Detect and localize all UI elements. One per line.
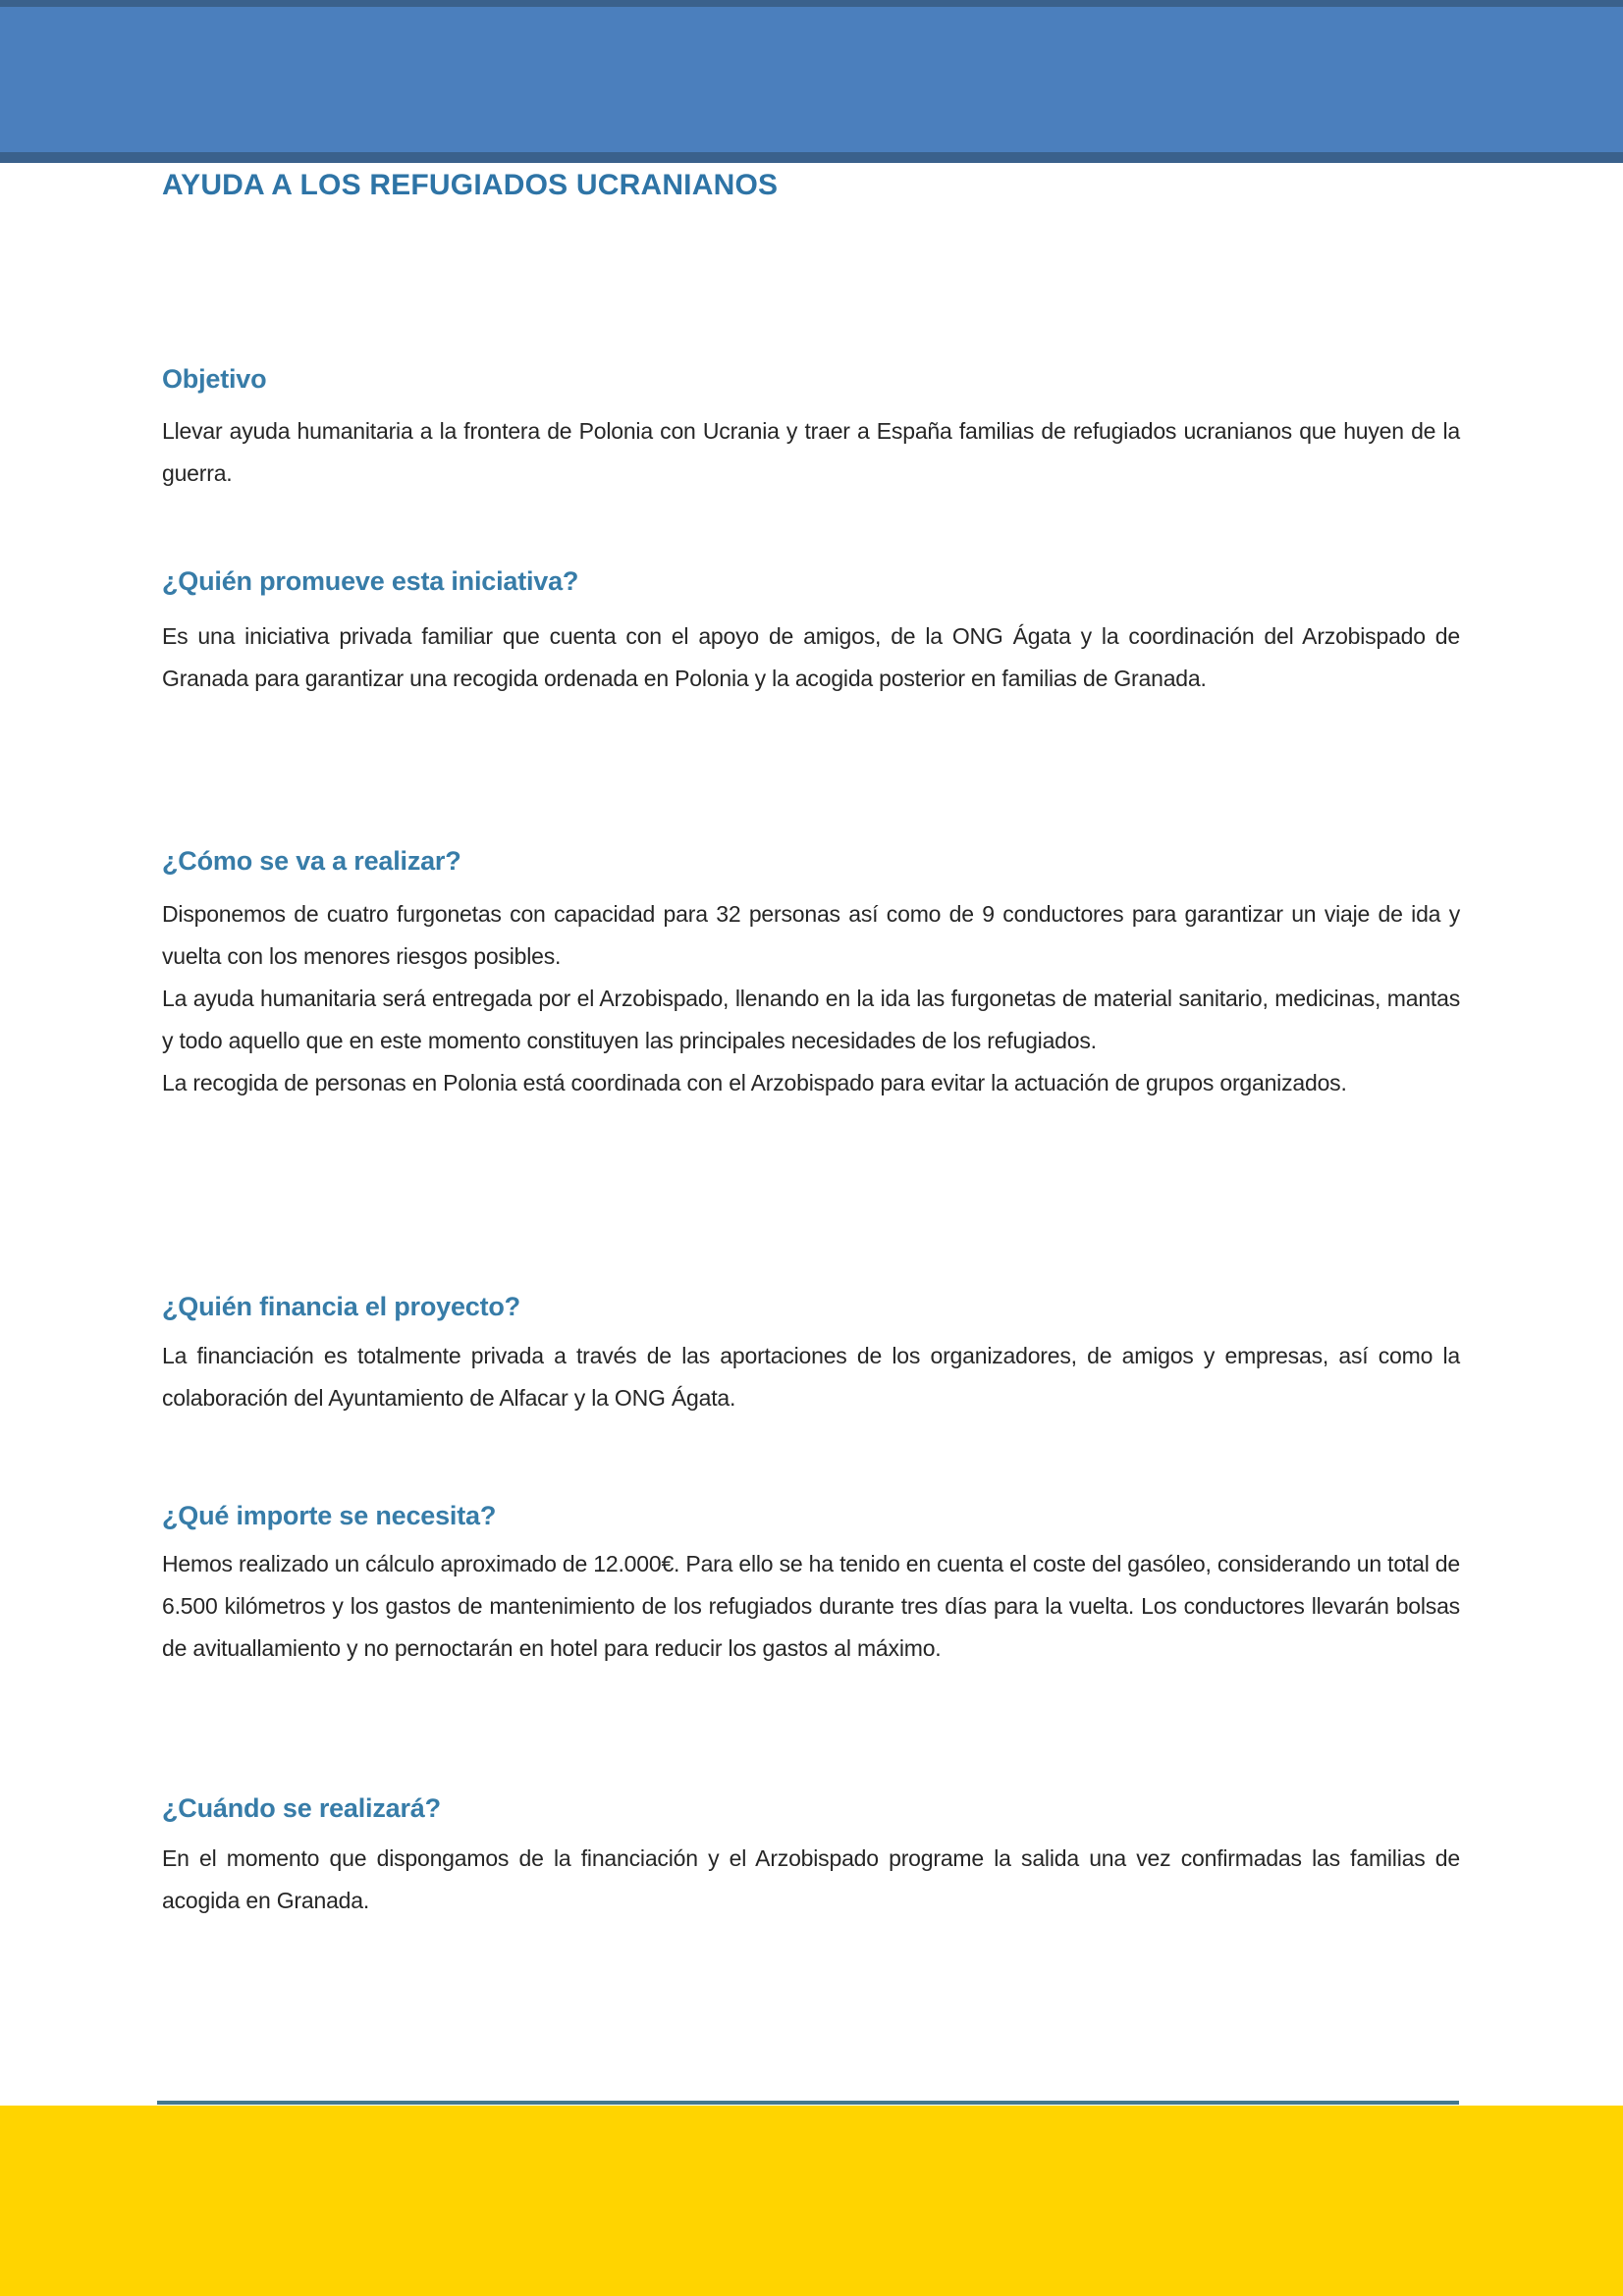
document-title: AYUDA A LOS REFUGIADOS UCRANIANOS xyxy=(162,169,779,201)
section-heading-cuando: ¿Cuándo se realizará? xyxy=(162,1793,441,1823)
section-heading-importe: ¿Qué importe se necesita? xyxy=(162,1501,497,1530)
paragraph: Hemos realizado un cálculo aproximado de 12.000€. Para ello se ha tenido en cuenta el coste del gasóleo, considerando un total de 6.500 kilómetros y los gastos de mantenimiento de los refugiados durante tres días para la vuelta. Los conductores llevarán bolsas de avituallamiento y no pernoctarán en hotel para reducir los gastos al máximo. xyxy=(162,1551,1460,1661)
paragraph: La recogida de personas en Polonia está coordinada con el Arzobispado para evitar la actuación de grupos organizados. xyxy=(162,1070,1347,1095)
paragraph: Es una iniciativa privada familiar que cuenta con el apoyo de amigos, de la ONG Ágata y la coordinación del Arzobispado de Granada para garantizar una recogida ordenada en Polonia y la acogida posterior en familias de Granada. xyxy=(162,623,1460,691)
section-body-objetivo xyxy=(162,410,1460,495)
section-body-financia xyxy=(162,1335,1460,1419)
paragraph: En el momento que dispongamos de la financiación y el Arzobispado programe la salida una vez confirmadas las familias de acogida en Granada. xyxy=(162,1845,1460,1913)
section-body-cuando xyxy=(162,1838,1460,1922)
section-heading-financia: ¿Quién financia el proyecto? xyxy=(162,1292,520,1321)
section-body-promueve xyxy=(162,615,1460,700)
section-body-realizar xyxy=(162,893,1460,1104)
paragraph: Disponemos de cuatro furgonetas con capacidad para 32 personas así como de 9 conductores para garantizar un viaje de ida y vuelta con los menores riesgos posibles. xyxy=(162,901,1460,969)
footer-band xyxy=(0,2106,1623,2296)
section-heading-promueve: ¿Quién promueve esta iniciativa? xyxy=(162,566,579,596)
footer-divider xyxy=(157,2101,1459,2105)
paragraph: La ayuda humanitaria será entregada por el Arzobispado, llenando en la ida las furgonetas de material sanitario, medicinas, mantas y todo aquello que en este momento constituyen las principales necesidades de los refugiados. xyxy=(162,986,1460,1053)
paragraph: Llevar ayuda humanitaria a la frontera de Polonia con Ucrania y traer a España familias de refugiados ucranianos que huyen de la guerra. xyxy=(162,418,1460,486)
section-heading-objetivo: Objetivo xyxy=(162,364,267,394)
paragraph: La financiación es totalmente privada a través de las aportaciones de los organizadores, de amigos y empresas, así como la colaboración del Ayuntamiento de Alfacar y la ONG Ágata. xyxy=(162,1343,1460,1411)
section-body-importe xyxy=(162,1543,1460,1670)
section-heading-realizar: ¿Cómo se va a realizar? xyxy=(162,846,461,876)
header-band xyxy=(0,0,1623,163)
